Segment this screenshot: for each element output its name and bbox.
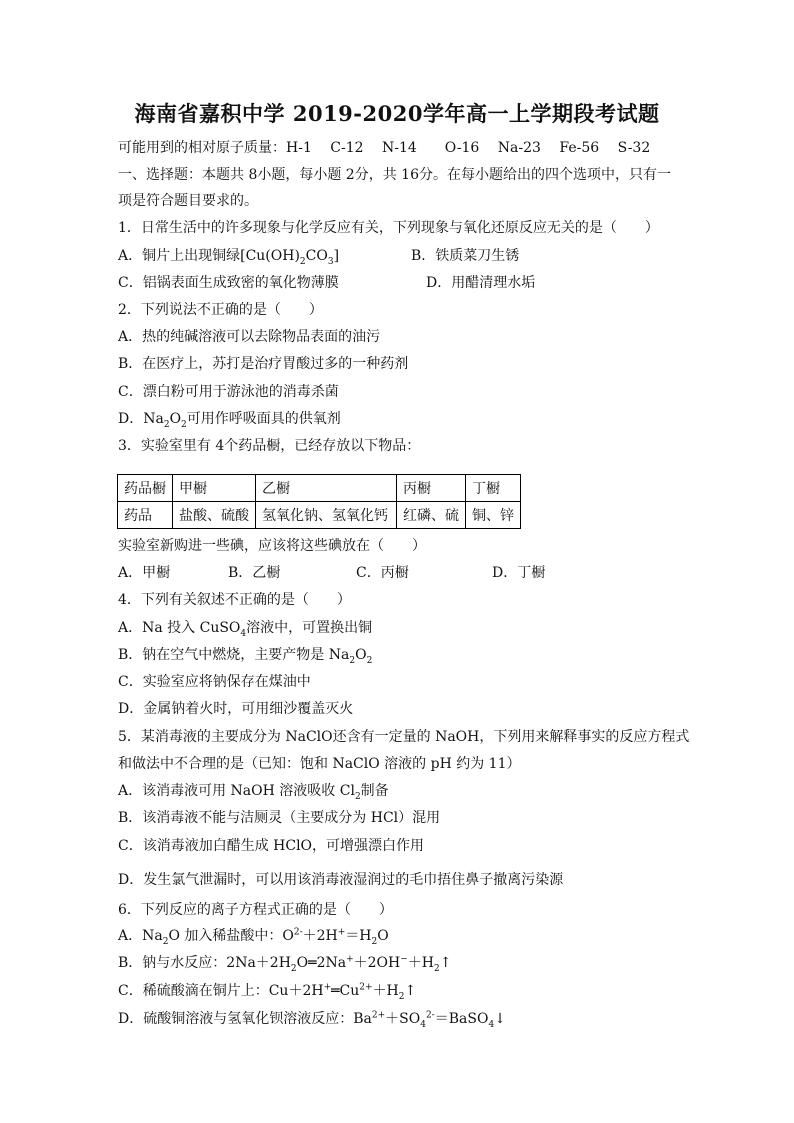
q2-option-c: C．漂白粉可用于游泳池的消毒杀菌 xyxy=(118,384,339,400)
q1-stem: 1．日常生活中的许多现象与化学反应有关，下列现象与氧化还原反应无关的是（ ） xyxy=(118,220,659,236)
table-cell: 甲橱 xyxy=(173,475,256,502)
cabinet-table xyxy=(117,474,521,529)
q4-option-b: B．钠在空气中燃烧，主要产物是 $Na_2O_2$ xyxy=(118,647,373,666)
q2-option-b: B．在医疗上，苏打是治疗胃酸过多的一种药剂 xyxy=(118,356,409,372)
table-cell: 丁橱 xyxy=(466,475,521,502)
q4-option-d: D．金属钠着火时，可用细沙覆盖灭火 xyxy=(118,701,354,717)
q1-option-b: B．铁质菜刀生锈 xyxy=(411,248,520,264)
q1-option-d: D．用醋清理水垢 xyxy=(426,275,536,291)
atomic-masses: 可能用到的相对原子质量：H-1 C-12 N-14 O-16 Na-23 Fe-56 S-32 xyxy=(118,140,651,156)
q5-stem-line2: 和做法中不合理的是（已知：饱和 NaClO 溶液的 pH 约为 11） xyxy=(118,756,521,772)
section1-instructions-line1: 一、选择题：本题共 8小题，每小题 2分，共 16分。在每小题给出的四个选项中，只有一 xyxy=(118,167,671,183)
table-cell: 药品 xyxy=(118,502,173,529)
q6-option-a: A．$Na_2O$ 加入稀盐酸中：$O^{2-}+2H^+=H_2O$ xyxy=(118,927,389,947)
table-row xyxy=(118,502,521,529)
section1-instructions-line2: 项是符合题目要求的。 xyxy=(118,193,258,209)
q3-question: 实验室新购进一些碘，应该将这些碘放在（ ） xyxy=(118,538,426,554)
q6-option-c: C．稀硫酸滴在铜片上：$Cu+2H^+═Cu^{2+}+H_2↑$ xyxy=(118,982,417,1002)
q5-option-b: B．该消毒液不能与洁厕灵（主要成分为 HCl）混用 xyxy=(118,810,441,826)
q5-option-c: C．该消毒液加白醋生成 HClO，可增强漂白作用 xyxy=(118,838,425,854)
q4-option-a: A．Na 投入 CuSO$_4$溶液中，可置换出铜 xyxy=(118,620,373,639)
q5-option-a: A．该消毒液可用 NaOH 溶液吸收 $Cl_2$制备 xyxy=(118,783,389,802)
q6-option-d: D．硫酸铜溶液与氢氧化钡溶液反应：$Ba^{2+}+SO_4^{2-}=BaSO_4↓$ xyxy=(118,1010,506,1030)
q3-option-b: B．乙橱 xyxy=(228,565,281,581)
q6-option-b: B．钠与水反应：$2Na+2H_2O═2Na^++2OH^-+H_2↑$ xyxy=(118,954,452,974)
table-row xyxy=(118,475,521,502)
table-cell: 盐酸、硫酸 xyxy=(173,502,256,529)
q6-stem: 6．下列反应的离子方程式正确的是（ ） xyxy=(118,902,393,918)
q2-option-a: A．热的纯碱溶液可以去除物品表面的油污 xyxy=(118,329,381,345)
page-title: 海南省嘉积中学 2019-2020学年高一上学期段考试题 xyxy=(134,101,660,126)
table-cell: 丙橱 xyxy=(397,475,466,502)
table-cell: 红磷、硫 xyxy=(397,502,466,529)
q5-option-d: D．发生氯气泄漏时，可以用该消毒液湿润过的毛巾捂住鼻子撤离污染源 xyxy=(118,872,564,888)
q2-option-d: D．$Na_2O_2$可用作呼吸面具的供氧剂 xyxy=(118,411,341,430)
q1-option-a: A．铜片上出现铜绿$[Cu(OH)_2CO_3]$ xyxy=(118,248,340,267)
q4-stem: 4．下列有关叙述不正确的是（ ） xyxy=(118,592,351,608)
q3-option-a: A．甲橱 xyxy=(118,565,171,581)
q1-option-c: C．铝锅表面生成致密的氧化物薄膜 xyxy=(118,275,339,291)
q3-stem: 3．实验室里有 4个药品橱，已经存放以下物品： xyxy=(118,438,421,454)
q2-stem: 2．下列说法不正确的是（ ） xyxy=(118,302,323,318)
q3-option-c: C．丙橱 xyxy=(356,565,409,581)
q3-option-d: D．丁橱 xyxy=(492,565,546,581)
table-cell: 药品橱 xyxy=(118,475,173,502)
table-cell: 铜、锌 xyxy=(466,502,521,529)
q5-stem-line1: 5．某消毒液的主要成分为 NaClO还含有一定量的 NaOH，下列用来解释事实的反应方程式 xyxy=(118,729,690,745)
table-cell: 乙橱 xyxy=(256,475,397,502)
q4-option-c: C．实验室应将钠保存在煤油中 xyxy=(118,674,311,690)
table-cell: 氢氧化钠、氢氧化钙 xyxy=(256,502,397,529)
